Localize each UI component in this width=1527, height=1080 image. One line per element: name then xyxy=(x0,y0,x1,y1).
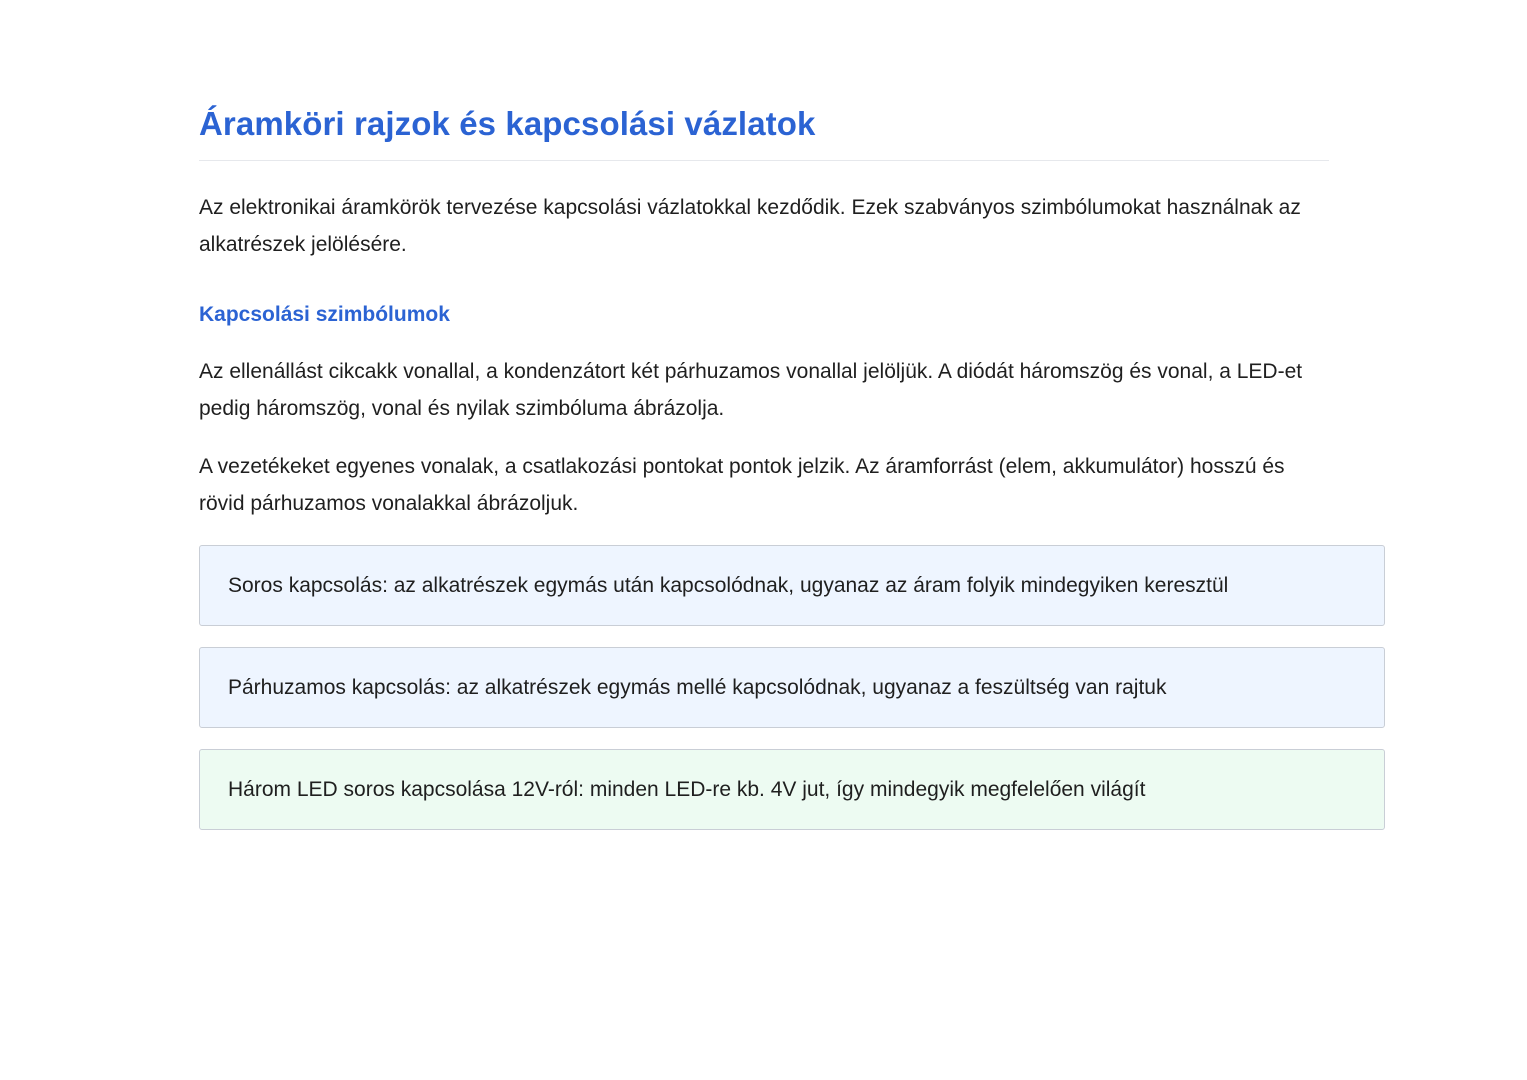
callout-text: Párhuzamos kapcsolás: az alkatrészek egymás mellé kapcsolódnak, ugyanaz a feszültség van rajtuk xyxy=(228,675,1167,699)
section-paragraph-symbols: Az ellenállást cikcakk vonallal, a kondenzátort két párhuzamos vonallal jelöljük. A diódát háromszög és vonal, a LED-et pedig háromszög, vonal és nyilak szimbóluma ábrázolja. xyxy=(199,360,1303,420)
callout-text: Soros kapcsolás: az alkatrészek egymás után kapcsolódnak, ugyanaz az áram folyik mindegyiken keresztül xyxy=(228,573,1229,597)
document-page xyxy=(199,100,1385,830)
callout-parallel-connection xyxy=(199,647,1385,728)
title-divider xyxy=(199,160,1329,161)
section-paragraph-wires: A vezetékeket egyenes vonalak, a csatlakozási pontokat pontok jelzik. Az áramforrást (elem, akkumulátor) hosszú és rövid párhuzamos vonalakkal ábrázoljuk. xyxy=(199,455,1285,515)
section-heading: Kapcsolási szimbólumok xyxy=(199,303,450,326)
callout-series-connection xyxy=(199,545,1385,626)
callout-text: Három LED soros kapcsolása 12V-ról: minden LED-re kb. 4V jut, így mindegyik megfelelően világít xyxy=(228,777,1146,801)
callout-led-example xyxy=(199,749,1385,830)
intro-paragraph: Az elektronikai áramkörök tervezése kapcsolási vázlatokkal kezdődik. Ezek szabványos szimbólumokat használnak az alkatrészek jelölésére. xyxy=(199,196,1301,256)
page-title: Áramköri rajzok és kapcsolási vázlatok xyxy=(199,105,816,142)
